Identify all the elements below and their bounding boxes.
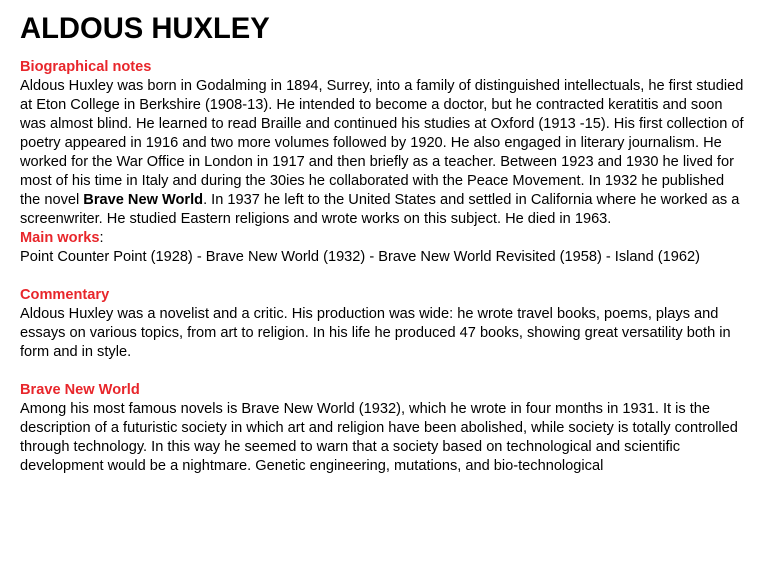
main-works-heading: Main works bbox=[20, 230, 100, 246]
page-title: ALDOUS HUXLEY bbox=[20, 13, 270, 45]
main-works-colon: : bbox=[99, 230, 104, 246]
spacer bbox=[20, 267, 748, 286]
brave-new-world-heading: Brave New World bbox=[20, 382, 140, 398]
bio-bold-novel-title: Brave New World bbox=[83, 192, 204, 208]
bio-text-end: . In 1937 he left to the United States and settled in California where he worked as a screenwriter. He studied Eastern religions and wrote works on this subject. He died in 1963. bbox=[20, 192, 740, 227]
biographical-notes-text bbox=[20, 77, 748, 229]
spacer bbox=[20, 362, 748, 381]
biographical-notes-heading: Biographical notes bbox=[20, 59, 152, 75]
bio-text-start: Aldous Huxley was born in Godalming in 1894, Surrey, into a family of distinguished intellectuals, he first studied at Eton College in Berkshire (1908-13). He intended to become a doctor, but he contracted keratitis and soon was almost blind. He learned to read Braille and continued his studies at Oxford (1913 -15). His first collection of poetry appeared in 1916 and two more volumes followed by 1920. He also engaged in literary journalism. He worked for the War Office in London in 1917 and then briefly as a teacher. Between 1923 and 1930 he lived for most of his time in Italy and during the 30ies he collaborated with the Peace Movement. In 1932 he published the novel bbox=[20, 78, 744, 208]
main-works-text: Point Counter Point (1928) - Brave New World (1932) - Brave New World Revisited (1958) - Island (1962) bbox=[20, 249, 700, 265]
brave-new-world-text: Among his most famous novels is Brave New World (1932), which he wrote in four months in 1931. It is the description of a futuristic society in which art and religion have been abolished, while society is totally controlled through technology. In this way he seemed to warn that a society based on technological and scientific development would be a nightmare. Genetic engineering, mutations, and bio-technological bbox=[20, 401, 738, 474]
commentary-heading: Commentary bbox=[20, 287, 110, 303]
commentary-text: Aldous Huxley was a novelist and a critic. His production was wide: he wrote travel books, poems, plays and essays on various topics, from art to religion. In his life he produced 47 books, showing great versatility both in form and in style. bbox=[20, 306, 731, 360]
main-works-line bbox=[20, 229, 748, 248]
